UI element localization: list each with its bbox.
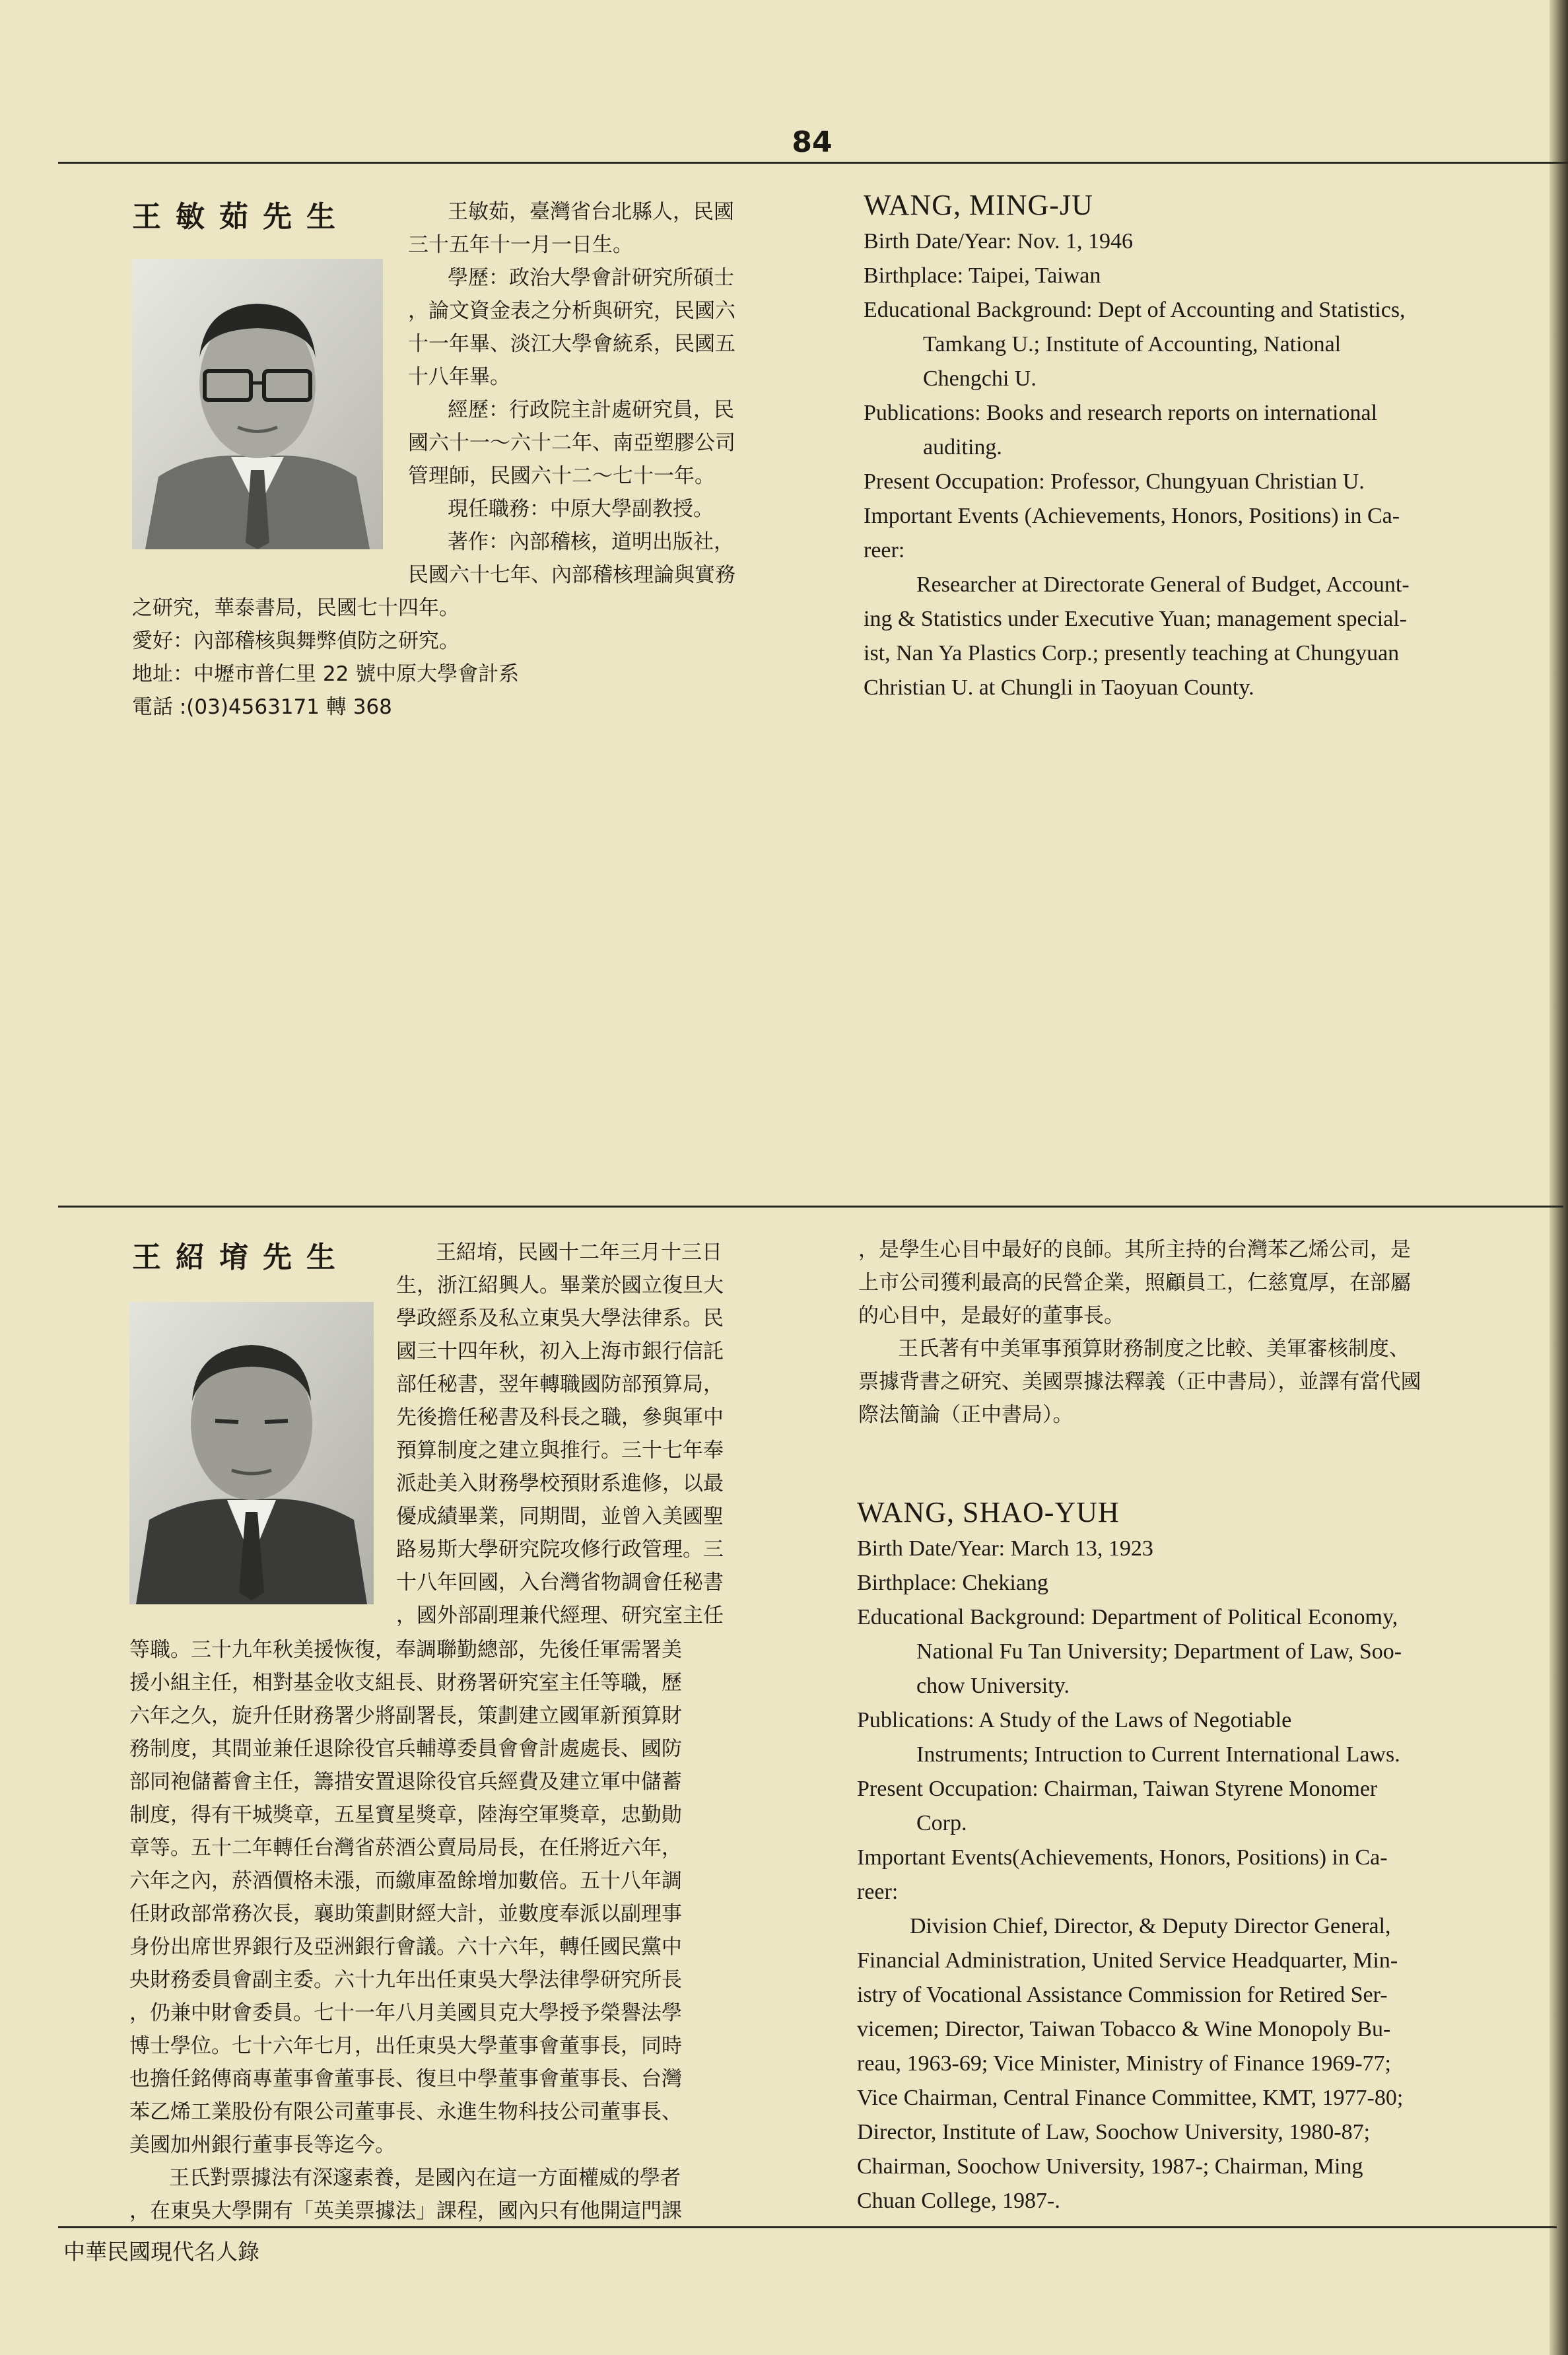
cn-bio-line: 生，浙江紹興人。畢業於國立復旦大 xyxy=(396,1274,724,1297)
important-events: Important Events(Achievements, Honors, Positions) in Ca- xyxy=(857,1845,1388,1870)
cn-biography xyxy=(396,1236,796,1632)
cn-bio-line: ，國外部副理兼代經理、研究室主任 xyxy=(396,1604,724,1627)
present-occupation-cont: Corp. xyxy=(916,1811,967,1835)
cn-bio-line: 十八年回國，入台灣省物調會任秘書 xyxy=(396,1571,724,1594)
education: Educational Background: Department of Political Economy, xyxy=(857,1605,1398,1629)
cn-bio-line: 預算制度之建立與推行。三十七年奉 xyxy=(396,1439,724,1462)
career-text: Researcher at Directorate General of Budget, Account- xyxy=(916,572,1410,597)
en-biography xyxy=(864,186,1530,705)
cn-bio-line: 等職。三十九年秋美援恢復，奉調聯勤總部，先後任軍需署美 xyxy=(129,1638,682,1662)
cn-bio-line: 著作：內部稽核，道明出版社， xyxy=(448,530,734,554)
education: Educational Background: Dept of Accounting and Statistics, xyxy=(864,298,1406,322)
important-events-cont: reer: xyxy=(857,1880,899,1904)
cn-biography-right xyxy=(858,1233,1532,1431)
cn-bio-line: 學歷：政治大學會計研究所碩士 xyxy=(448,266,734,290)
career-text: Christian U. at Chungli in Taoyuan County. xyxy=(864,675,1254,700)
cn-biography-wide xyxy=(129,1633,803,2228)
publications-cont: auditing. xyxy=(923,435,1002,460)
cn-bio-line: 國三十四年秋，初入上海市銀行信託 xyxy=(396,1340,724,1363)
cn-bio-line: ，在東吳大學開有「英美票據法」課程，國內只有他開這門課 xyxy=(129,2199,682,2223)
cn-bio-line: 際法簡論（正中書局）。 xyxy=(858,1403,1074,1427)
education-cont: National Fu Tan University; Department of Law, Soo- xyxy=(916,1639,1402,1664)
cn-bio-line: ，論文資金表之分析與研究，民國六 xyxy=(408,299,735,323)
cn-bio-line: 六年之內，菸酒價格未漲，而繳庫盈餘增加數倍。五十八年調 xyxy=(129,1869,682,1893)
cn-name-heading: 王敏茹先生 xyxy=(132,200,350,234)
career-text: Vice Chairman, Central Finance Committee, KMT, 1977-80; xyxy=(857,2086,1404,2110)
top-rule xyxy=(58,162,1568,164)
cn-bio-line: ，是學生心目中最好的良師。其所主持的台灣苯乙烯公司，是 xyxy=(858,1238,1411,1262)
cn-bio-line: 王紹堉，民國十二年三月十三日 xyxy=(436,1241,722,1264)
en-biography xyxy=(857,1493,1527,2218)
cn-bio-line: 學政經系及私立東吳大學法律系。民 xyxy=(396,1307,724,1330)
career-text: ist, Nan Ya Plastics Corp.; presently teaching at Chungyuan xyxy=(864,641,1400,666)
important-events: Important Events (Achievements, Honors, Positions) in Ca- xyxy=(864,504,1400,528)
career-text: istry of Vocational Assistance Commission for Retired Ser- xyxy=(857,1983,1388,2007)
cn-bio-line: 之研究，華泰書局，民國七十四年。 xyxy=(132,596,460,620)
cn-bio-line: 六年之久，旋升任財務署少將副署長，策劃建立國軍新預算財 xyxy=(129,1704,682,1728)
career-text: Director, Institute of Law, Soochow University, 1980-87; xyxy=(857,2120,1371,2144)
cn-bio-line: 優成績畢業，同期間，並曾入美國聖 xyxy=(396,1505,724,1528)
page-edge xyxy=(1550,0,1568,2355)
page-number: 84 xyxy=(792,125,833,159)
cn-bio-line: 的心目中，是最好的董事長。 xyxy=(858,1304,1124,1328)
career-text: Division Chief, Director, & Deputy Director General, xyxy=(910,1914,1391,1938)
cn-bio-line: 苯乙烯工業股份有限公司董事長、永進生物科技公司董事長、 xyxy=(129,2100,682,2124)
education-cont: Chengchi U. xyxy=(923,366,1037,391)
cn-bio-line: 路易斯大學研究院攻修行政管理。三 xyxy=(396,1538,724,1561)
publications: Publications: A Study of the Laws of Negotiable xyxy=(857,1708,1292,1732)
career-text: Financial Administration, United Service Headquarter, Min- xyxy=(857,1948,1398,1973)
cn-bio-line: 上市公司獲利最高的民營企業，照顧員工，仁慈寬厚，在部屬 xyxy=(858,1271,1411,1295)
career-text: ing & Statistics under Executive Yuan; management special- xyxy=(864,607,1408,631)
cn-bio-line: 管理師，民國六十二～七十一年。 xyxy=(408,464,715,488)
cn-bio-line: 先後擔任秘書及科長之職，參與軍中 xyxy=(396,1406,724,1429)
cn-bio-line: 經歷：行政院主計處研究員，民 xyxy=(448,398,734,422)
career-text: Chuan College, 1987-. xyxy=(857,2189,1060,2213)
cn-name-heading: 王紹堉先生 xyxy=(132,1241,350,1274)
publications-cont: Instruments; Intruction to Current International Laws. xyxy=(916,1742,1400,1767)
running-footer: 中華民國現代名人錄 xyxy=(63,2239,259,2265)
education-cont: chow University. xyxy=(916,1674,1070,1698)
cn-bio-line: 三十五年十一月一日生。 xyxy=(408,233,633,257)
cn-bio-line: 愛好：內部稽核與舞弊偵防之研究。 xyxy=(132,629,460,653)
bottom-rule xyxy=(58,2226,1557,2228)
en-name-heading: WANG, SHAO-YUH xyxy=(857,1496,1120,1528)
cn-bio-line: 章等。五十二年轉任台灣省菸酒公賣局局長，在任將近六年， xyxy=(129,1836,682,1860)
cn-bio-line: 務制度，其間並兼任退除役官兵輔導委員會會計處處長、國防 xyxy=(129,1737,682,1761)
cn-bio-line: 博士學位。七十六年七月，出任東吳大學董事會董事長，同時 xyxy=(129,2034,682,2058)
cn-bio-line: 國六十一～六十二年、南亞塑膠公司 xyxy=(408,431,735,455)
cn-bio-line: 制度，得有干城獎章，五星寶星獎章，陸海空軍獎章，忠勤勛 xyxy=(129,1803,682,1827)
cn-bio-line: 部任秘書，翌年轉職國防部預算局， xyxy=(396,1373,724,1396)
cn-bio-line: 也擔任銘傳商專董事會董事長、復旦中學董事會董事長、台灣 xyxy=(129,2067,682,2091)
publications: Publications: Books and research reports on international xyxy=(864,401,1378,425)
portrait-photo xyxy=(129,1302,374,1604)
cn-bio-line: 民國六十七年、內部稽核理論與實務 xyxy=(408,563,735,587)
career-text: reau, 1963-69; Vice Minister, Ministry of Finance 1969-77; xyxy=(857,2051,1391,2076)
cn-bio-line: 電話 :(03)4563171 轉 368 xyxy=(132,695,392,719)
en-name-heading: WANG, MING-JU xyxy=(864,189,1093,221)
portrait-photo xyxy=(132,259,383,549)
cn-bio-line: 票據背書之研究、美國票據法釋義（正中書局），並譯有當代國 xyxy=(858,1370,1421,1394)
cn-bio-line: 派赴美入財務學校預財系進修，以最 xyxy=(396,1472,724,1495)
career-text: vicemen; Director, Taiwan Tobacco & Wine Monopoly Bu- xyxy=(857,2017,1391,2041)
birth-date: Birth Date/Year: Nov. 1, 1946 xyxy=(864,229,1133,254)
cn-bio-line: 王敏茹，臺灣省台北縣人，民國 xyxy=(448,200,734,224)
middle-rule xyxy=(58,1206,1563,1208)
birth-date: Birth Date/Year: March 13, 1923 xyxy=(857,1536,1153,1561)
cn-bio-line: 十一年畢、淡江大學會統系，民國五 xyxy=(408,332,735,356)
cn-bio-line: 美國加州銀行董事長等迄今。 xyxy=(129,2133,395,2157)
career-text: Chairman, Soochow University, 1987-; Chairman, Ming xyxy=(857,2154,1363,2179)
cn-bio-line: 援小組主任，相對基金收支組長、財務署研究室主任等職，歷 xyxy=(129,1671,682,1695)
education-cont: Tamkang U.; Institute of Accounting, National xyxy=(923,332,1342,357)
cn-bio-line: 王氏著有中美軍事預算財務制度之比較、美軍審核制度、 xyxy=(898,1337,1410,1361)
cn-bio-line: 十八年畢。 xyxy=(408,365,510,389)
cn-bio-line: 身份出席世界銀行及亞洲銀行會議。六十六年，轉任國民黨中 xyxy=(129,1935,682,1959)
birthplace: Birthplace: Chekiang xyxy=(857,1571,1048,1595)
cn-bio-line: 地址：中壢市普仁里 22 號中原大學會計系 xyxy=(132,662,520,686)
cn-biography xyxy=(408,195,798,592)
cn-bio-line: 現任職務：中原大學副教授。 xyxy=(448,497,714,521)
cn-biography-wide xyxy=(132,592,799,724)
cn-bio-line: 王氏對票據法有深邃素養，是國內在這一方面權威的學者 xyxy=(169,2166,681,2190)
cn-bio-line: 部同袍儲蓄會主任，籌措安置退除役官兵經費及建立軍中儲蓄 xyxy=(129,1770,682,1794)
important-events-cont: reer: xyxy=(864,538,905,563)
cn-bio-line: 任財政部常務次長，襄助策劃財經大計，並數度奉派以副理事 xyxy=(129,1902,682,1926)
cn-bio-line: 央財務委員會副主委。六十九年出任東吳大學法律學研究所長 xyxy=(129,1968,682,1992)
cn-bio-line: ，仍兼中財會委員。七十一年八月美國貝克大學授予榮譽法學 xyxy=(129,2001,682,2025)
birthplace: Birthplace: Taipei, Taiwan xyxy=(864,263,1101,288)
present-occupation: Present Occupation: Chairman, Taiwan Styrene Monomer xyxy=(857,1777,1378,1801)
present-occupation: Present Occupation: Professor, Chungyuan Christian U. xyxy=(864,469,1365,494)
